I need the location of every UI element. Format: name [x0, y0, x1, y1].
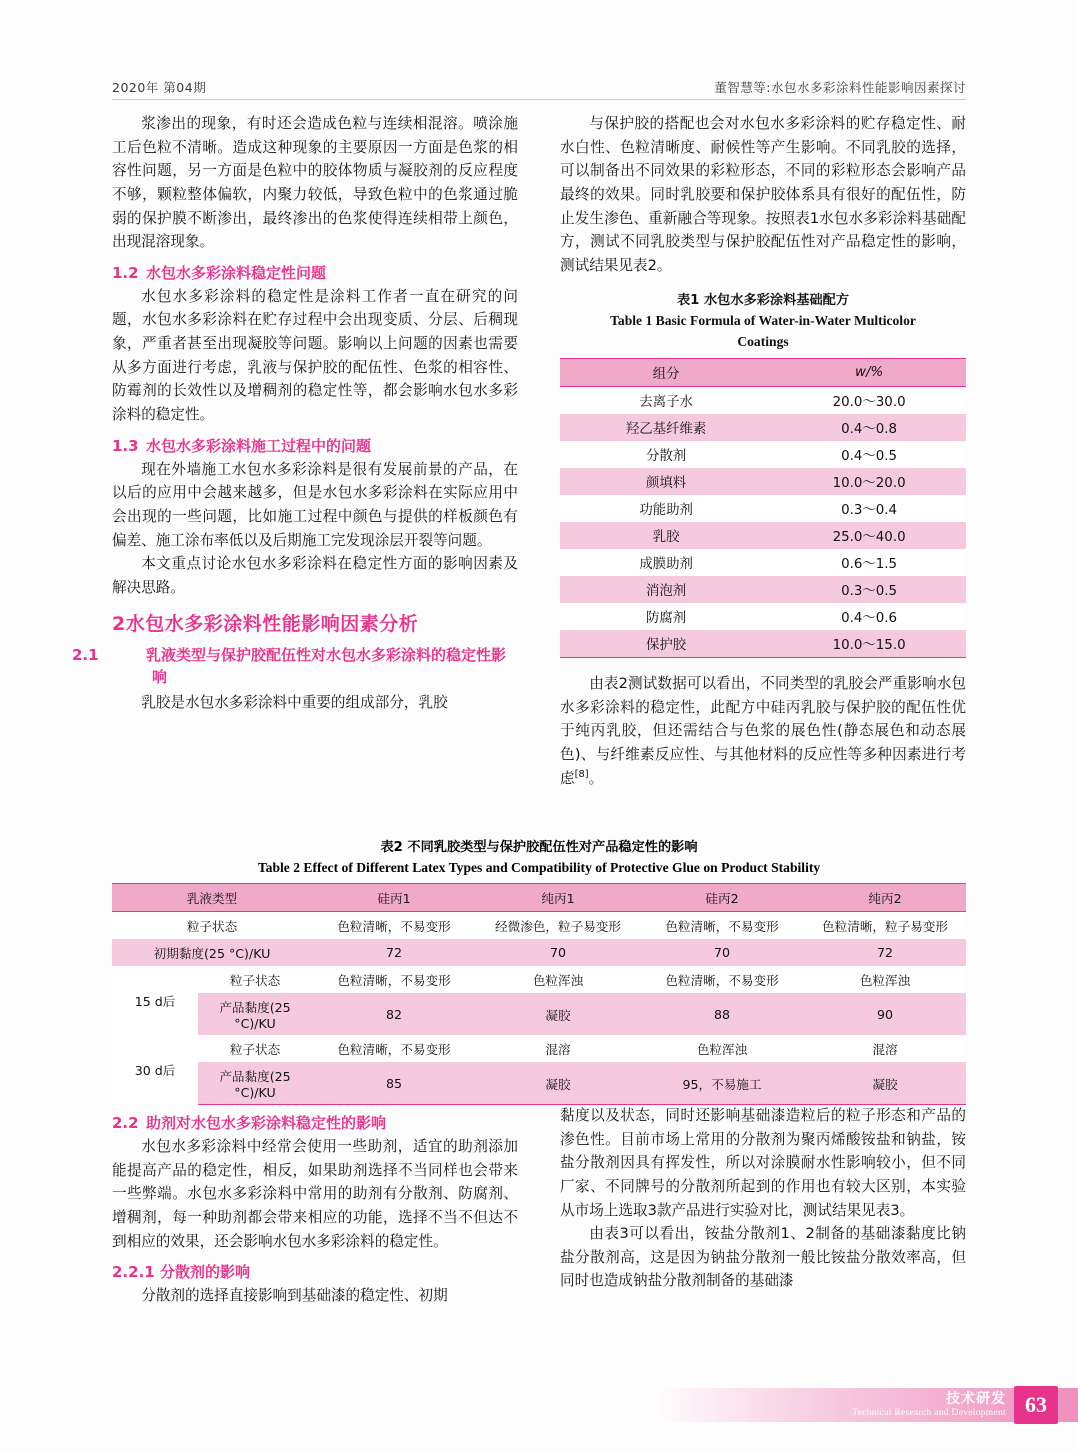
cell-value: 90 — [804, 993, 966, 1035]
cell-value: 0.4～0.8 — [772, 414, 966, 441]
table1-caption-en-line2: Coatings — [737, 333, 789, 349]
cell-component: 羟乙基纤维素 — [560, 414, 772, 441]
row-label: 粒子状态 — [112, 912, 312, 940]
heading-2-2-1 — [112, 1261, 518, 1282]
cell-value: 0.6～1.5 — [772, 549, 966, 576]
cell-component: 防腐剂 — [560, 603, 772, 630]
paragraph: 水包水多彩涂料的稳定性是涂料工作者一直在研究的问题，水包水多彩涂料在贮存过程中会出现变质、分层、后稠现象，严重者甚至出现凝胶等问题。影响以上问题的因素也需要从多方面进行考虑，乳液与保护胶的配伍性、色浆的相容性、防霉剂的长效性以及增稠剂的稳定性等，都会影响水包水多彩涂料的稳定性。 — [112, 287, 518, 424]
table2-header-col4: 纯丙2 — [804, 884, 966, 912]
table1-caption — [560, 291, 966, 352]
cell-component: 颜填料 — [560, 468, 772, 495]
cell-value: 85 — [312, 1062, 476, 1105]
heading-number: 1.2 — [112, 263, 139, 282]
cell-value: 混溶 — [804, 1035, 966, 1062]
cell-component: 去离子水 — [560, 387, 772, 415]
cell-value: 凝胶 — [804, 1062, 966, 1105]
heading-text: 水包水多彩涂料稳定性问题 — [146, 263, 327, 282]
header-issue: 2020年 第04期 — [112, 80, 207, 95]
cell-value: 色粒清晰，不易变形 — [312, 1035, 476, 1062]
cell-value: 88 — [640, 993, 804, 1035]
heading-1-2 — [112, 262, 518, 283]
table1-body — [560, 387, 966, 658]
table-latex-compatibility — [112, 883, 966, 1105]
right-column — [560, 112, 966, 790]
table2-header-latex-type: 乳液类型 — [112, 884, 312, 912]
lower-two-column-body — [112, 1104, 966, 1308]
heading-number: 2.1 — [72, 645, 99, 664]
table-row — [560, 603, 966, 630]
table-row — [112, 939, 966, 966]
lower-left-column — [112, 1104, 518, 1308]
heading-text: 水包水多彩涂料性能影响因素分析 — [125, 612, 419, 635]
heading-text: 助剂对水包水多彩涂料稳定性的影响 — [146, 1114, 387, 1132]
heading-number: 1.3 — [112, 436, 139, 455]
table1-caption-cn: 表1 水包水多彩涂料基础配方 — [676, 293, 850, 309]
cell-value: 凝胶 — [476, 993, 640, 1035]
page-footer — [648, 1380, 1078, 1426]
cell-value: 色粒浑浊 — [804, 966, 966, 993]
paragraph: 乳胶是水包水多彩涂料中重要的组成部分，乳胶 — [141, 693, 448, 711]
table2-body — [112, 912, 966, 1105]
row-label: 粒子状态 — [198, 1035, 312, 1062]
table-row — [560, 522, 966, 549]
paragraph: 黏度以及状态，同时还影响基础漆造粒后的粒子形态和产品的渗色性。目前市场上常用的分散剂为聚丙烯酸铵盐和钠盐，铵盐分散剂因具有挥发性，所以对涂膜耐水性影响较小，但不同厂家、不同牌号的分散剂所起到的作用也有较大区别，本实验从市场上选取3款产品进行实验对比，测试结果见表3。 — [560, 1107, 966, 1219]
heading-text: 水包水多彩涂料施工过程中的问题 — [146, 436, 372, 455]
cell-value: 0.3～0.5 — [772, 576, 966, 603]
table1-caption-en-line1: Table 1 Basic Formula of Water-in-Water Multicolor — [610, 313, 916, 329]
cell-value: 0.4～0.5 — [772, 441, 966, 468]
table-row — [560, 441, 966, 468]
paragraph-text: 由表2测试数据可以看出，不同类型的乳胶会严重影响水包水多彩涂料的稳定性，此配方中硅丙乳胶与保护胶的配伍性优于纯丙乳胶，但还需结合与色浆的展色性(静态展色和动态展色)、与纤维素反应性、与其他材料的反应性等多种因素进行考虑 — [560, 675, 966, 787]
paragraph: 分散剂的选择直接影响到基础漆的稳定性、初期 — [141, 1287, 448, 1305]
table-row — [112, 912, 966, 940]
cell-value: 色粒清晰，粒子易变形 — [804, 912, 966, 940]
table-row — [560, 495, 966, 522]
cell-component: 消泡剂 — [560, 576, 772, 603]
page-header — [112, 74, 966, 100]
table-row — [560, 576, 966, 603]
paragraph: 水包水多彩涂料中经常会使用一些助剂，适宜的助剂添加能提高产品的稳定性，相反，如果助剂选择不当同样也会带来一些弊端。水包水多彩涂料中常用的助剂有分散剂、防腐剂、增稠剂，每一种助剂都会带来相应的功能，选择不当不但达不到相应的效果，还会影响水包水多彩涂料的稳定性。 — [112, 1138, 518, 1250]
paragraph: 现在外墙施工水包水多彩涂料是很有发展前景的产品，在以后的应用中会越来越多，但是水包水多彩涂料在实际应用中会出现的一些问题，比如施工过程中颜色与提供的样板颜色有偏差、施工涂布率低以及后期施工完发现涂层开裂等问题。 — [112, 460, 518, 549]
citation-ref: [8] — [574, 768, 589, 780]
table-row — [112, 1035, 966, 1062]
row-label: 产品黏度(25 °C)/KU — [198, 1062, 312, 1105]
table2-block — [112, 838, 966, 1105]
paragraph: 由表3可以看出，铵盐分散剂1、2制备的基础漆黏度比钠盐分散剂高，这是因为钠盐分散剂一般比铵盐分散效率高，但同时也造成钠盐分散剂制备的基础漆 — [560, 1225, 966, 1290]
lower-right-column — [560, 1104, 966, 1308]
cell-value: 色粒浑浊 — [476, 966, 640, 993]
table-row — [560, 549, 966, 576]
cell-value: 82 — [312, 993, 476, 1035]
heading-2-2 — [112, 1112, 518, 1133]
table2-header-col3: 硅丙2 — [640, 884, 804, 912]
paragraph — [560, 672, 966, 790]
row-label: 产品黏度(25 °C)/KU — [198, 993, 312, 1035]
cell-value: 色粒清晰，不易变形 — [640, 912, 804, 940]
cell-component: 乳胶 — [560, 522, 772, 549]
cell-value: 95，不易施工 — [640, 1062, 804, 1105]
paragraph: 本文重点讨论水包水多彩涂料在稳定性方面的影响因素及解决思路。 — [112, 555, 518, 596]
cell-value: 10.0～20.0 — [772, 468, 966, 495]
cell-value: 色粒清晰，不易变形 — [312, 966, 476, 993]
cell-value: 经微渗色，粒子易变形 — [476, 912, 640, 940]
cell-value: 10.0～15.0 — [772, 630, 966, 658]
heading-2-1 — [72, 644, 518, 689]
heading-text: 分散剂的影响 — [160, 1263, 251, 1282]
footer-label-cn: 技术研发 — [946, 1391, 1006, 1407]
cell-component: 分散剂 — [560, 441, 772, 468]
heading-1-3 — [112, 435, 518, 456]
row-label: 粒子状态 — [198, 966, 312, 993]
heading-number: 2.2.1 — [112, 1263, 155, 1282]
table-row — [560, 630, 966, 658]
table-row — [560, 468, 966, 495]
cell-value: 色粒浑浊 — [640, 1035, 804, 1062]
cell-value: 70 — [476, 939, 640, 966]
table-header-row — [560, 359, 966, 387]
table1-header-massfraction: w/% — [772, 359, 966, 387]
cell-value: 72 — [804, 939, 966, 966]
table-basic-formula — [560, 358, 966, 658]
cell-value: 70 — [640, 939, 804, 966]
heading-text: 乳液类型与保护胶配伍性对水包水多彩涂料的稳定性影响 — [146, 645, 507, 687]
table2-header-col2: 纯丙1 — [476, 884, 640, 912]
paragraph: 与保护胶的搭配也会对水包水多彩涂料的贮存稳定性、耐水白性、色粒清晰度、耐候性等产生影响。不同乳胶的选择，可以制备出不同效果的彩粒形态，不同的彩粒形态会影响产品最终的效果。同时乳胶要和保护胶体系具有很好的配伍性，防止发生渗色、重新融合等现象。按照表1水包水多彩涂料基础配方，测试不同乳胶类型与保护胶配伍性对产品稳定性的影响，测试结果见表2。 — [560, 115, 966, 274]
table2-caption-cn: 表2 不同乳胶类型与保护胶配伍性对产品稳定性的影响 — [380, 840, 698, 855]
table-row — [112, 1062, 966, 1105]
cell-component: 功能助剂 — [560, 495, 772, 522]
table-row — [560, 414, 966, 441]
table1-header-component: 组分 — [560, 359, 772, 387]
cell-component: 成膜助剂 — [560, 549, 772, 576]
cell-value: 0.4～0.6 — [772, 603, 966, 630]
cell-value: 72 — [312, 939, 476, 966]
cell-component: 保护胶 — [560, 630, 772, 658]
header-article-title: 董智慧等:水包水多彩涂料性能影响因素探讨 — [714, 80, 966, 95]
footer-label-en: Technical Research and Development — [852, 1408, 1006, 1418]
table-row — [560, 387, 966, 415]
row-label: 初期黏度(25 °C)/KU — [112, 939, 312, 966]
heading-2 — [112, 609, 518, 636]
heading-number: 2.2 — [112, 1114, 139, 1132]
row-group-label: 15 d后 — [112, 966, 198, 1035]
table-row — [112, 966, 966, 993]
cell-value: 混溶 — [476, 1035, 640, 1062]
footer-section-label — [852, 1388, 1006, 1418]
left-column — [72, 112, 518, 790]
table-header-row — [112, 884, 966, 912]
cell-value: 0.3～0.4 — [772, 495, 966, 522]
table2-header-col1: 硅丙1 — [312, 884, 476, 912]
cell-value: 色粒清晰，不易变形 — [640, 966, 804, 993]
page-number: 63 — [1014, 1386, 1058, 1424]
cell-value: 凝胶 — [476, 1062, 640, 1105]
cell-value: 色粒清晰，不易变形 — [312, 912, 476, 940]
table-row — [112, 993, 966, 1035]
paragraph-tail: 。 — [588, 769, 604, 787]
upper-two-column-body — [72, 112, 966, 790]
paragraph: 浆渗出的现象，有时还会造成色粒与连续相混溶。喷涂施工后色粒不清晰。造成这种现象的主要原因一方面是色浆的相容性问题，另一方面是色粒中的胶体物质与凝胶剂的反应程度不够，颗粒整体偏软，内聚力较低，导致色粒中的色浆通过脆弱的保护膜不断渗出，最终渗出的色浆使得连续相带上颜色，出现混溶现象。 — [112, 115, 518, 251]
table2-caption-en: Table 2 Effect of Different Latex Types and Compatibility of Protective Glue on Product Stability — [257, 859, 821, 875]
row-group-label: 30 d后 — [112, 1035, 198, 1105]
cell-value: 20.0～30.0 — [772, 387, 966, 415]
cell-value: 25.0～40.0 — [772, 522, 966, 549]
table2-caption — [112, 838, 966, 878]
heading-number: 2 — [112, 612, 126, 635]
